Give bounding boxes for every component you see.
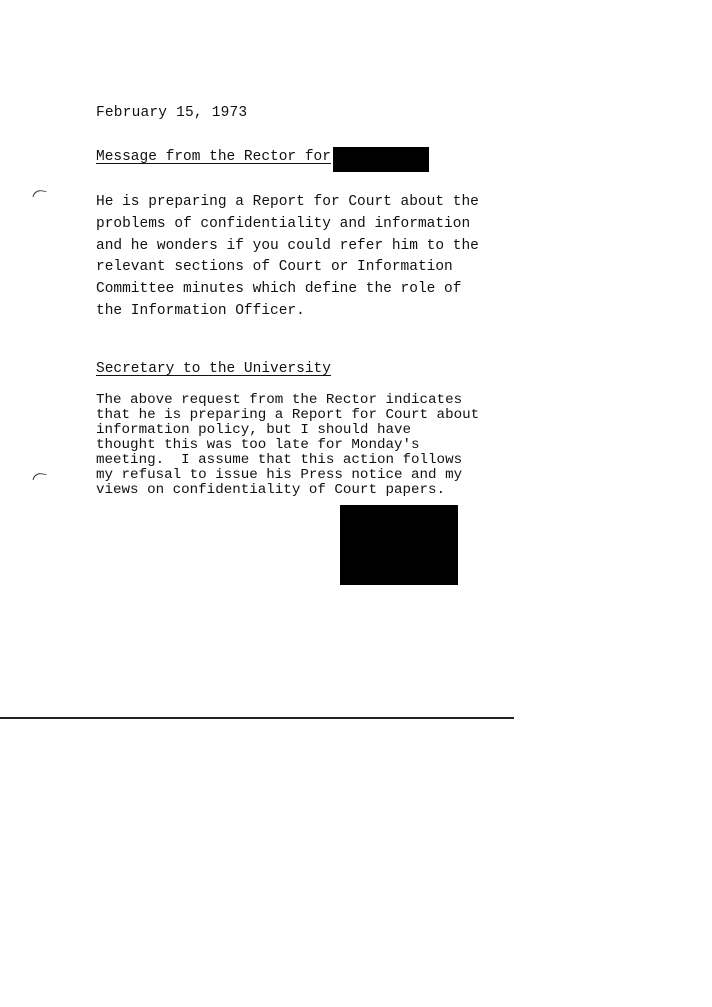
paragraph-line: thought this was too late for Monday's: [96, 437, 420, 453]
horizontal-rule: [0, 717, 514, 719]
paragraph-line: and he wonders if you could refer him to the: [96, 237, 479, 254]
signature-redaction-block: [340, 505, 458, 585]
paragraph-line: that he is preparing a Report for Court about: [96, 407, 480, 423]
paragraph-line: He is preparing a Report for Court about the: [96, 194, 479, 210]
section-heading-rector: Message from the Rector for: [96, 149, 331, 165]
paragraph-line: The above request from the Rector indicates: [96, 392, 463, 408]
paragraph-line: problems of confidentiality and information: [96, 215, 471, 232]
paragraph-line: views on confidentiality of Court papers.: [96, 482, 446, 498]
margin-mark: [33, 189, 47, 199]
secretary-response-paragraph: [96, 393, 506, 498]
section-heading-secretary: Secretary to the University: [96, 361, 331, 377]
rector-message-paragraph: [96, 192, 496, 323]
margin-mark: [33, 472, 47, 482]
paragraph-line: my refusal to issue his Press notice and my: [96, 467, 463, 483]
paragraph-line: Committee minutes which define the role of: [96, 281, 462, 298]
paragraph-line: the Information Officer.: [96, 302, 305, 319]
paragraph-line: information policy, but I should have: [96, 422, 412, 438]
redaction-block: [333, 147, 429, 172]
paragraph-line: meeting. I assume that this action follows: [96, 452, 463, 468]
paragraph-line: relevant sections of Court or Information: [96, 259, 453, 276]
memo-date: February 15, 1973: [96, 105, 248, 121]
